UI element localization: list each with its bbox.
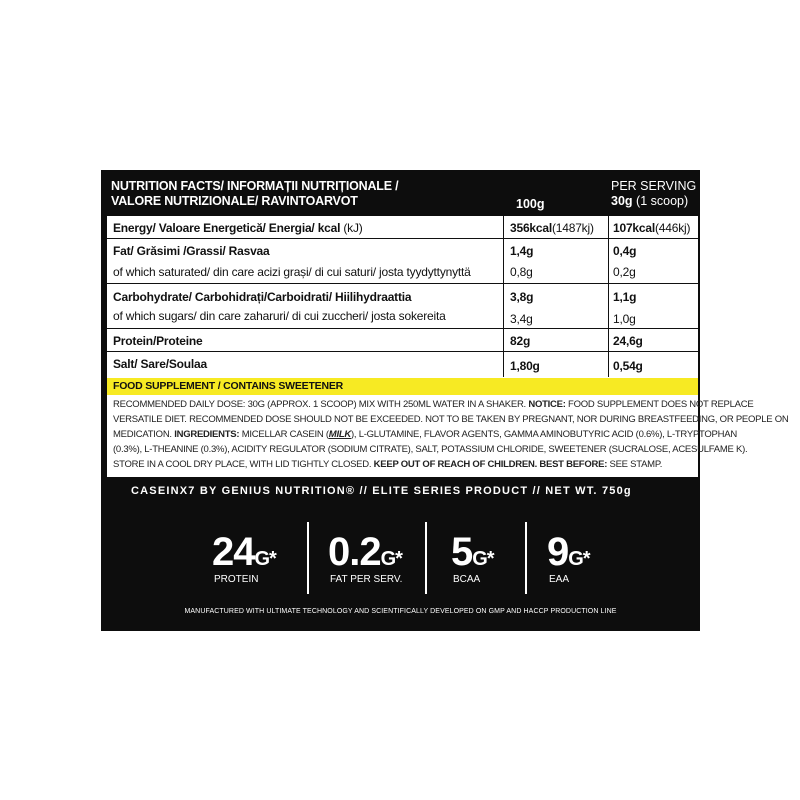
table-row	[107, 284, 698, 329]
directions-line: RECOMMENDED DAILY DOSE: 30G (APPROX. 1 SCOOP) MIX WITH 250ML WATER IN A SHAKER. NOTICE: FOOD SUPPLEMENT DOES NOT REPLACE	[113, 399, 754, 410]
nutrition-table	[107, 216, 698, 378]
row-value-serving: 1,1g	[613, 290, 637, 304]
table-row	[107, 329, 698, 352]
row-label: Protein/Proteine	[113, 334, 203, 348]
directions-line: (0.3%), L-THEANINE (0.3%), ACIDITY REGULATOR (SODIUM CITRATE), SALT, POTASSIUM CHLORIDE, SWEETENER (SUCRALOSE, ACESULFAME K).	[113, 444, 748, 455]
table-header	[101, 170, 700, 216]
stat-label: EAA	[549, 574, 570, 585]
stat-value: 0.2	[328, 530, 381, 574]
directions-line: STORE IN A COOL DRY PLACE, WITH LID TIGHTLY CLOSED. KEEP OUT OF REACH OF CHILDREN. BEST BEFORE: SEE STAMP.	[113, 459, 663, 470]
row-value-serving: 24,6g	[613, 334, 643, 348]
row-value-serving: 0,4g	[613, 244, 637, 258]
header-100g: 100g	[516, 197, 545, 211]
stat-label: FAT PER SERV.	[330, 574, 403, 585]
row-value-serving: 0,54g	[613, 359, 643, 373]
row-sub-value-100g: 0,8g	[510, 265, 533, 279]
stat-label: BCAA	[453, 574, 481, 585]
directions-line: MEDICATION. INGREDIENTS: MICELLAR CASEIN (MILK), L-GLUTAMINE, FLAVOR AGENTS, GAMMA AMINOBUTYRIC ACID (0.6%), L-TRYPTOPHAN	[113, 429, 737, 440]
header-title-line2: VALORE NUTRIZIONALE/ RAVINTOARVOT	[111, 194, 358, 208]
stat-value: 9	[547, 530, 569, 574]
row-value-100g: 82g	[510, 334, 531, 348]
header-title-line1: NUTRITION FACTS/ INFORMAȚII NUTRIȚIONALE /	[111, 179, 399, 193]
row-value-100g: 3,8g	[510, 290, 534, 304]
stat-value: 5	[451, 530, 473, 574]
header-serving-size: 30g (1 scoop)	[611, 194, 689, 208]
stat-value: 24	[212, 530, 255, 574]
row-value-100g: 1,80g	[510, 359, 540, 373]
nutrition-label	[101, 170, 789, 631]
food-supplement-banner	[107, 378, 698, 395]
row-sub-value-serving: 1,0g	[613, 312, 636, 326]
row-sub-value-100g: 3,4g	[510, 312, 533, 326]
stat-divider	[525, 522, 527, 594]
stat-unit: G*	[472, 548, 494, 570]
stat-unit: G*	[254, 548, 276, 570]
header-per-serving: PER SERVING	[611, 179, 697, 193]
stat-label: PROTEIN	[214, 574, 259, 585]
table-row	[107, 239, 698, 284]
row-value-100g: 1,4g	[510, 244, 534, 258]
banner-text: FOOD SUPPLEMENT / CONTAINS SWEETENER	[113, 380, 344, 392]
row-value-100g: 356kcal(1487kj)	[510, 221, 594, 235]
stat-unit: G*	[568, 548, 590, 570]
row-sub-label: of which saturated/ din care acizi grași/ di cui saturi/ josta tyydyttynyttä	[113, 265, 471, 279]
row-label: Carbohydrate/ Carbohidrați/Carboidrati/ Hiilihydraattia	[113, 290, 412, 304]
product-series-line: CASEINX7 BY GENIUS NUTRITION® // ELITE SERIES PRODUCT // NET WT. 750g	[131, 485, 632, 497]
stat-divider	[307, 522, 309, 594]
table-row	[107, 216, 698, 239]
stat-divider	[425, 522, 427, 594]
row-label: Energy/ Valoare Energetică/ Energia/ kcal (kJ)	[113, 221, 363, 235]
row-label: Salt/ Sare/Soulaa	[113, 357, 207, 371]
directions-line: VERSATILE DIET. RECOMMENDED DOSE SHOULD NOT BE EXCEEDED. NOT TO BE TAKEN BY PREGNANT, NOR DURING BREASTFEEDING, OR PEOPLE ON	[113, 414, 789, 425]
row-sub-label: of which sugars/ din care zaharuri/ di cui zuccheri/ josta sokereita	[113, 309, 446, 323]
directions-text	[107, 395, 789, 477]
manufacturing-note: MANUFACTURED WITH ULTIMATE TECHNOLOGY AND SCIENTIFICALLY DEVELOPED ON GMP AND HACCP PRODUCTION LINE	[184, 608, 617, 615]
stat-unit: G*	[380, 548, 402, 570]
row-sub-value-serving: 0,2g	[613, 265, 636, 279]
table-row	[107, 352, 698, 377]
row-label: Fat/ Grăsimi /Grassi/ Rasvaa	[113, 244, 270, 258]
row-value-serving: 107kcal(446kj)	[613, 221, 691, 235]
